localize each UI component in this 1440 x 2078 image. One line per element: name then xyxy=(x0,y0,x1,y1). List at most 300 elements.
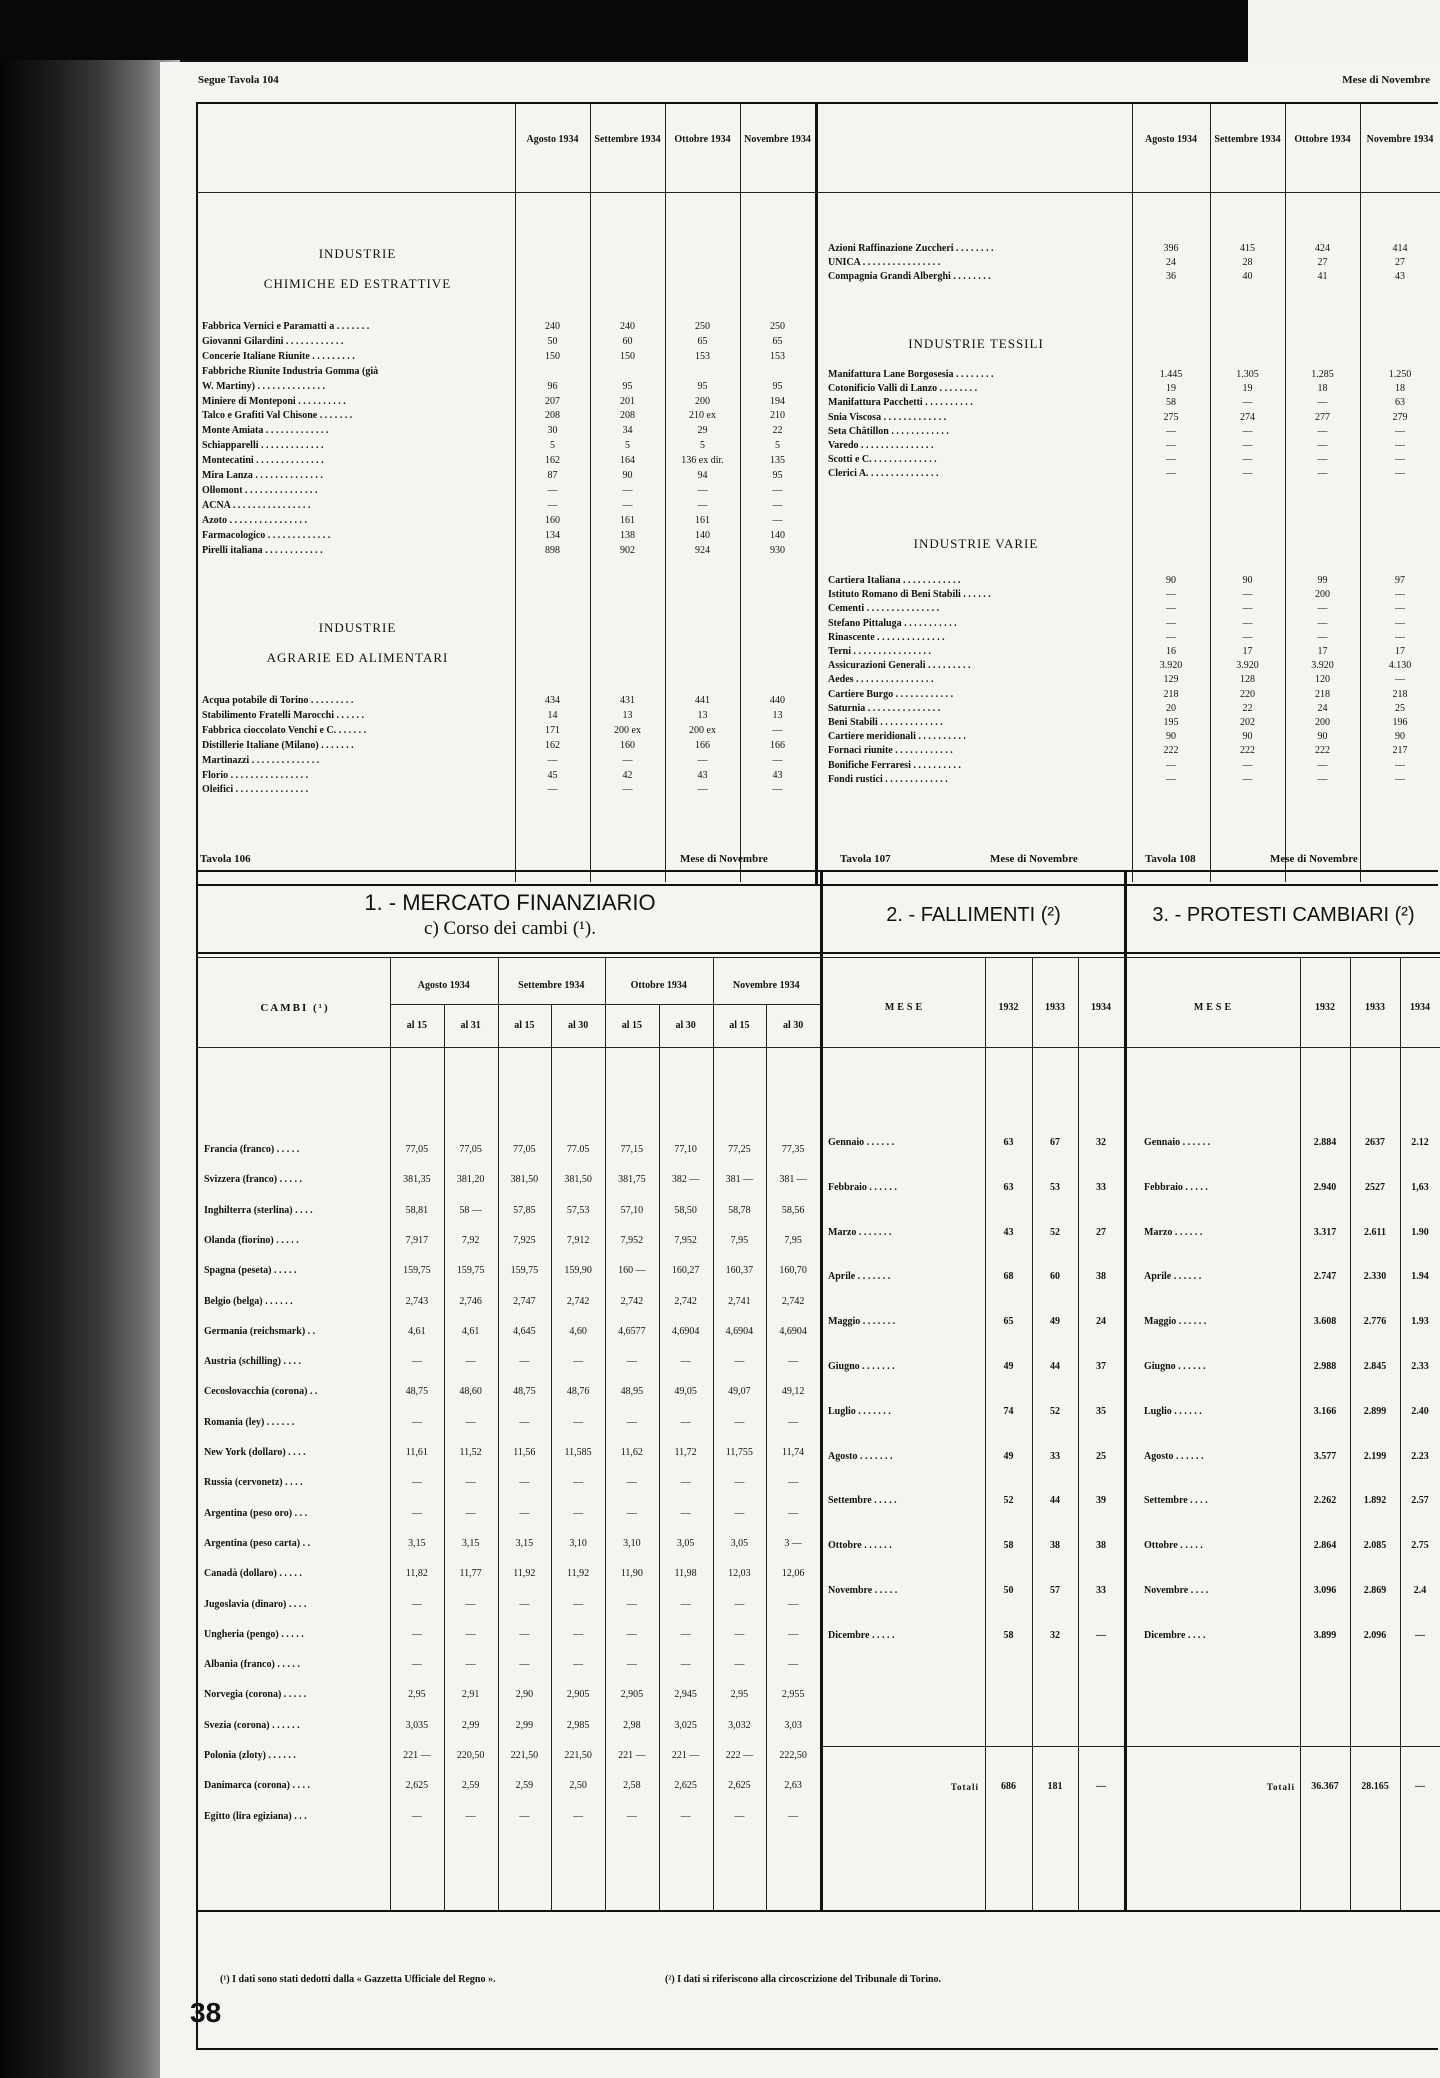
currency-label: Argentina (peso oro) . . . xyxy=(204,1507,308,1519)
currency-label: Germania (reichsmark) . . xyxy=(204,1325,316,1337)
sub-header: al 31 xyxy=(460,1020,481,1031)
row-value: 95 xyxy=(622,380,633,392)
row-value: 222 xyxy=(1315,745,1330,757)
rate-value: 12,06 xyxy=(781,1568,805,1580)
row-label: Aedes . . . . . . . . . . . . . . . . xyxy=(828,674,934,686)
row-value: 138 xyxy=(620,529,635,541)
month-value: 35 xyxy=(1096,1405,1106,1417)
row-value: 415 xyxy=(1240,243,1255,254)
row-value: 196 xyxy=(1392,717,1408,728)
row-value: 277 xyxy=(1315,411,1330,423)
month-value: 33 xyxy=(1050,1450,1060,1462)
row-label: Fondi rustici . . . . . . . . . . . . . xyxy=(828,773,948,785)
row-value: 208 xyxy=(620,410,635,422)
rate-value: 381 — xyxy=(725,1174,754,1186)
row-value: 164 xyxy=(620,455,635,467)
row-value: 218 xyxy=(1392,688,1408,700)
row-value: 129 xyxy=(1163,674,1179,686)
row-label: Distillerie Italiane (Milano) . . . . . . . xyxy=(202,739,354,751)
row-label: Bonifiche Ferraresi . . . . . . . . . . xyxy=(828,759,961,771)
total-value: 181 xyxy=(1047,1781,1063,1792)
month-value: 60 xyxy=(1050,1271,1060,1283)
rate-value: 381,35 xyxy=(403,1174,431,1186)
rate-value: — xyxy=(465,1810,476,1822)
t108-tag: Tavola 108 xyxy=(1145,853,1196,865)
month-value: 58 xyxy=(1003,1540,1014,1552)
row-value: 153 xyxy=(770,350,785,362)
month-value: 2527 xyxy=(1365,1181,1385,1193)
month-value: 52 xyxy=(1050,1226,1060,1238)
rate-value: — xyxy=(680,1810,691,1822)
row-value xyxy=(515,365,590,380)
rate-value: 3,032 xyxy=(728,1719,751,1731)
row-value: 1.285 xyxy=(1311,369,1334,380)
row-value: 41 xyxy=(1317,271,1328,283)
row-label: Miniere di Monteponi . . . . . . . . . . xyxy=(202,395,346,407)
month-value: 2.988 xyxy=(1313,1361,1337,1372)
rate-value: — xyxy=(519,1507,530,1519)
row-value: 1.250 xyxy=(1388,369,1412,380)
row-value: — xyxy=(547,754,558,766)
row-value: 930 xyxy=(770,544,785,556)
row-value: — xyxy=(1242,617,1253,629)
rate-value: 77,05 xyxy=(513,1144,536,1155)
rate-value: 2,742 xyxy=(674,1295,697,1307)
month-value: — xyxy=(1415,1629,1425,1641)
row-value: 30 xyxy=(547,425,558,437)
row-value: 240 xyxy=(620,321,635,332)
row-value: 90 xyxy=(1166,731,1176,743)
rate-value: — xyxy=(680,1416,691,1428)
row-label: Varedo . . . . . . . . . . . . . . . xyxy=(828,440,934,451)
rate-value: 4,61 xyxy=(408,1325,426,1337)
row-value: 45 xyxy=(547,769,558,781)
rate-value: 77,05 xyxy=(459,1144,482,1155)
row-value xyxy=(740,365,815,380)
rate-value: 2,99 xyxy=(515,1719,534,1731)
rate-value: — xyxy=(734,1507,745,1519)
section-subtitle: AGRARIE ED ALIMENTARI xyxy=(266,650,449,665)
row-value: 250 xyxy=(695,321,710,332)
rate-value: 11,62 xyxy=(620,1447,643,1458)
row-value: — xyxy=(1395,631,1405,643)
row-value: 18 xyxy=(1317,383,1328,395)
row-value: — xyxy=(772,499,783,511)
rate-value: — xyxy=(573,1356,584,1368)
rate-value: 7,952 xyxy=(674,1234,697,1246)
row-value: — xyxy=(697,784,708,796)
month-value: 2.776 xyxy=(1363,1316,1387,1328)
row-label: Farmacologico . . . . . . . . . . . . . xyxy=(202,529,331,541)
col-novembre-r: Novembre 1934 xyxy=(1366,134,1434,145)
month-label: Settembre . . . . xyxy=(1144,1495,1208,1507)
rate-value: 2,50 xyxy=(569,1780,587,1792)
row-value: 19 xyxy=(1242,383,1253,395)
scan-corner-paper xyxy=(1248,0,1440,65)
rate-value: — xyxy=(411,1477,422,1489)
rate-value: — xyxy=(465,1598,476,1610)
rate-value: 4,6904 xyxy=(671,1325,700,1337)
t108-col-1934: 1934 xyxy=(1410,1002,1430,1013)
row-value: — xyxy=(547,784,558,796)
rate-value: 3,15 xyxy=(515,1537,534,1549)
rate-value: 77,15 xyxy=(620,1144,644,1155)
row-label: Acqua potabile di Torino . . . . . . . . . xyxy=(202,695,354,706)
month-value: 24 xyxy=(1096,1316,1106,1328)
row-value: — xyxy=(1242,759,1253,771)
row-value xyxy=(665,365,740,380)
rate-value: — xyxy=(788,1416,799,1428)
row-value: — xyxy=(1317,425,1328,437)
rate-value: 77,10 xyxy=(674,1144,697,1155)
row-value: 120 xyxy=(1315,674,1330,686)
t106-tag: Tavola 106 xyxy=(200,853,251,865)
rate-value: — xyxy=(519,1356,530,1368)
rate-value: — xyxy=(788,1356,799,1368)
month-value: 49 xyxy=(1050,1316,1060,1328)
row-label: Scotti e C. . . . . . . . . . . . . . xyxy=(828,454,937,466)
month-label: Maggio . . . . . . . xyxy=(828,1316,896,1328)
row-value: 97 xyxy=(1395,575,1405,586)
row-value: 218 xyxy=(1315,688,1330,700)
col-ottobre: Ottobre 1934 xyxy=(674,134,731,145)
row-value: 150 xyxy=(620,350,635,362)
rate-value: 3,15 xyxy=(461,1537,480,1549)
month-value: 33 xyxy=(1096,1181,1106,1193)
month-value: 44 xyxy=(1050,1361,1060,1372)
total-value: 36.367 xyxy=(1311,1781,1339,1792)
row-value: 40 xyxy=(1242,271,1253,283)
currency-label: Svezia (corona) . . . . . . xyxy=(204,1719,300,1731)
row-value: 5 xyxy=(625,440,630,452)
rate-value: — xyxy=(734,1810,745,1822)
month-value: 38 xyxy=(1050,1540,1060,1552)
t107-col-mese: MESE xyxy=(884,1002,926,1013)
row-value: 135 xyxy=(770,455,785,467)
rate-value: — xyxy=(788,1507,799,1519)
row-value: 13 xyxy=(622,709,633,721)
row-value: 17 xyxy=(1395,646,1405,657)
rate-value: 7,952 xyxy=(620,1234,644,1246)
row-value: 95 xyxy=(772,470,783,481)
row-value: 171 xyxy=(545,724,560,736)
col-novembre: Novembre 1934 xyxy=(744,134,811,145)
col-settembre: Settembre 1934 xyxy=(594,134,661,145)
row-value: 13 xyxy=(697,709,708,721)
row-value: — xyxy=(547,484,558,496)
rate-value: 2,747 xyxy=(513,1295,536,1307)
month-value: 2.12 xyxy=(1411,1137,1429,1148)
row-value: 34 xyxy=(622,425,633,437)
row-value: 22 xyxy=(1242,702,1253,714)
rate-value: — xyxy=(411,1810,422,1822)
row-label: Fabbrica Vernici e Paramatti a . . . . . . . xyxy=(202,321,370,332)
rate-value: — xyxy=(626,1416,637,1428)
row-value: 50 xyxy=(547,335,558,347)
row-value: 240 xyxy=(545,321,560,332)
month-label: Marzo . . . . . . xyxy=(1144,1226,1203,1238)
group-header: Settembre 1934 xyxy=(518,980,585,991)
rate-value: 49,12 xyxy=(781,1386,805,1398)
rate-value: 2,63 xyxy=(784,1780,802,1792)
rate-value: — xyxy=(465,1356,476,1368)
sub-header: al 30 xyxy=(782,1020,804,1031)
rate-value: 381,50 xyxy=(564,1174,592,1186)
col-agosto-r: Agosto 1934 xyxy=(1145,134,1197,145)
row-value: 14 xyxy=(547,709,558,721)
row-label: Azioni Raffinazione Zuccheri . . . . . . . . xyxy=(828,243,994,254)
row-label: Azoto . . . . . . . . . . . . . . . . xyxy=(202,514,307,526)
month-value: 63 xyxy=(1003,1137,1014,1148)
month-value: 49 xyxy=(1003,1361,1014,1372)
rate-value: — xyxy=(411,1507,422,1519)
currency-label: Polonia (zloty) . . . . . . xyxy=(204,1750,296,1761)
rate-value: 7,925 xyxy=(513,1234,536,1246)
rate-value: 57,85 xyxy=(513,1204,536,1216)
month-value: 2.869 xyxy=(1363,1585,1387,1596)
rate-value: 7,912 xyxy=(566,1234,590,1246)
rate-value: — xyxy=(465,1416,476,1428)
row-value: 218 xyxy=(1163,688,1179,700)
t108-col-mese: MESE xyxy=(1193,1002,1235,1013)
t107-col-1932: 1932 xyxy=(998,1002,1019,1013)
row-value: 200 xyxy=(1315,717,1330,728)
row-value: 13 xyxy=(772,709,783,721)
row-value: — xyxy=(1166,617,1176,629)
row-value: — xyxy=(1317,759,1328,771)
currency-label: Belgio (belga) . . . . . . xyxy=(204,1295,293,1307)
month-value: 2.33 xyxy=(1411,1361,1429,1372)
row-value: — xyxy=(1166,468,1176,480)
month-value: 37 xyxy=(1096,1361,1106,1372)
rate-value: 220,50 xyxy=(456,1750,485,1761)
rate-value: 3,10 xyxy=(569,1537,587,1549)
rate-value: — xyxy=(573,1477,584,1489)
month-value: 53 xyxy=(1050,1181,1060,1193)
row-value: 5 xyxy=(700,440,705,452)
section-title: INDUSTRIE xyxy=(318,246,397,261)
month-label: Dicembre . . . . xyxy=(1144,1629,1206,1641)
rate-value: — xyxy=(734,1628,745,1640)
row-value: 898 xyxy=(545,544,560,556)
row-label: Talco e Grafiti Val Chisone . . . . . . . xyxy=(202,410,353,422)
group-header: Ottobre 1934 xyxy=(630,980,687,991)
month-value: 52 xyxy=(1003,1495,1014,1507)
row-value: 24 xyxy=(1166,257,1176,269)
rate-value: — xyxy=(411,1628,422,1640)
rate-value: — xyxy=(626,1598,637,1610)
rate-value: — xyxy=(573,1810,584,1822)
month-value: 3.166 xyxy=(1313,1405,1337,1417)
rate-value: 2,625 xyxy=(405,1780,429,1792)
row-value: 22 xyxy=(772,425,783,437)
rate-value: — xyxy=(411,1659,422,1671)
rate-value: 381,50 xyxy=(510,1174,539,1186)
row-value: — xyxy=(1242,603,1253,615)
row-value: — xyxy=(772,784,783,796)
rate-value: — xyxy=(734,1659,745,1671)
rate-value: — xyxy=(411,1598,422,1610)
rate-value: 2,91 xyxy=(461,1689,480,1701)
rate-value: 221,50 xyxy=(564,1750,592,1761)
row-value: — xyxy=(1395,440,1405,451)
row-value: — xyxy=(1242,454,1253,466)
rate-value: — xyxy=(573,1659,584,1671)
rate-value: 48,60 xyxy=(459,1386,482,1398)
row-value: 94 xyxy=(697,470,708,481)
month-label: Giugno . . . . . . xyxy=(1144,1361,1206,1372)
row-value: 414 xyxy=(1392,243,1408,254)
row-value: 200 xyxy=(695,395,710,407)
month-value: — xyxy=(1096,1629,1106,1641)
rate-value: — xyxy=(573,1507,584,1519)
col-ottobre-r: Ottobre 1934 xyxy=(1294,134,1351,145)
t107-tag: Tavola 107 xyxy=(840,853,891,865)
month-value: 68 xyxy=(1003,1271,1014,1283)
rate-value: — xyxy=(788,1628,799,1640)
row-value: 222 xyxy=(1163,745,1179,757)
month-value: 67 xyxy=(1050,1137,1060,1148)
row-value: 217 xyxy=(1392,745,1408,757)
row-label: Olłomont . . . . . . . . . . . . . . . xyxy=(202,484,318,496)
total-value: — xyxy=(1096,1781,1106,1792)
group-header: Agosto 1934 xyxy=(417,980,470,991)
total-value: 686 xyxy=(1001,1781,1016,1792)
rate-value: 381 — xyxy=(779,1174,807,1186)
month-label: Maggio . . . . . . xyxy=(1144,1316,1207,1328)
footnote-1: (¹) I dati sono stati dedotti dalla « Gazzetta Ufficiale del Regno ». xyxy=(220,1974,496,1985)
month-label: Dicembre . . . . . xyxy=(828,1629,895,1641)
rate-value: 3,15 xyxy=(408,1537,426,1549)
rate-value: 2,98 xyxy=(623,1719,641,1731)
row-value: 166 xyxy=(770,739,785,751)
rate-value: 2,59 xyxy=(461,1780,480,1792)
month-value: 2.884 xyxy=(1313,1137,1337,1148)
rate-value: — xyxy=(626,1628,637,1640)
month-value: 2.199 xyxy=(1363,1450,1387,1462)
rate-value: 3,03 xyxy=(784,1719,802,1731)
row-value: 200 ex xyxy=(614,724,641,736)
row-value: 43 xyxy=(697,769,708,781)
row-label: Oleifici . . . . . . . . . . . . . . . xyxy=(202,784,309,796)
rate-value: 381,75 xyxy=(618,1174,646,1186)
total-value: — xyxy=(1415,1781,1425,1792)
rate-value: 48,95 xyxy=(620,1386,644,1398)
t106-subtitle: c) Corso dei cambi (¹). xyxy=(424,918,596,939)
rate-value: — xyxy=(680,1659,691,1671)
row-value: — xyxy=(622,784,633,796)
section-title: INDUSTRIE VARIE xyxy=(913,536,1039,551)
rate-value: — xyxy=(411,1356,422,1368)
rate-value: 221 — xyxy=(403,1750,431,1761)
rate-value: 57,10 xyxy=(620,1204,644,1216)
row-value: — xyxy=(1395,759,1405,771)
header-right: Mese di Novembre xyxy=(1342,74,1430,86)
rate-value: — xyxy=(519,1477,530,1489)
rate-value: 2,955 xyxy=(781,1689,805,1701)
row-value: — xyxy=(1395,674,1405,686)
row-value: 194 xyxy=(770,395,785,407)
row-value: 200 ex xyxy=(689,724,716,736)
sub-header: al 15 xyxy=(729,1020,750,1031)
row-value: — xyxy=(547,499,558,511)
rate-value: 3,025 xyxy=(674,1719,697,1731)
currency-label: Egitto (lira egiziana) . . . xyxy=(204,1810,307,1822)
row-value: 166 xyxy=(695,739,710,751)
row-label: Fabbrica cioccolato Venchi e C. . . . . . . xyxy=(202,724,367,736)
month-value: 2.747 xyxy=(1313,1271,1337,1283)
row-label: Rinascente . . . . . . . . . . . . . . xyxy=(828,631,945,643)
rate-value: — xyxy=(465,1507,476,1519)
month-value: 27 xyxy=(1096,1226,1106,1238)
rate-value: 58,78 xyxy=(728,1204,751,1216)
rate-value: 48,75 xyxy=(405,1386,429,1398)
currency-label: Austria (schilling) . . . . xyxy=(204,1356,301,1368)
row-label: Manifattura Lane Borgosesia . . . . . . . . xyxy=(828,369,994,380)
rate-value: 3,035 xyxy=(405,1719,429,1731)
t108-col-1933: 1933 xyxy=(1365,1002,1385,1013)
rate-value: — xyxy=(680,1507,691,1519)
rate-value: 2,95 xyxy=(730,1689,749,1701)
rate-value: 11,77 xyxy=(459,1568,482,1580)
row-value: 424 xyxy=(1315,243,1330,254)
rate-value: — xyxy=(680,1628,691,1640)
row-value: 65 xyxy=(772,335,783,347)
t106-month: Mese di Novembre xyxy=(680,853,768,865)
row-value: — xyxy=(697,499,708,511)
row-value: — xyxy=(697,754,708,766)
row-value: 90 xyxy=(1166,575,1176,586)
month-label: Luglio . . . . . . . xyxy=(828,1405,891,1417)
month-label: Febbraio . . . . . xyxy=(1144,1181,1208,1193)
rate-value: 11,585 xyxy=(564,1447,592,1458)
row-value: — xyxy=(1317,773,1328,785)
row-value: 153 xyxy=(695,350,710,362)
t107-col-1934: 1934 xyxy=(1091,1002,1111,1013)
row-value: 161 xyxy=(620,514,635,526)
footnote-2: (²) I dati si riferiscono alla circoscrizione del Tribunale di Torino. xyxy=(665,1974,942,1985)
row-value: — xyxy=(1166,589,1176,601)
month-value: 1,63 xyxy=(1411,1181,1429,1193)
month-value: 25 xyxy=(1096,1450,1106,1462)
currency-label: Norvegia (corona) . . . . . xyxy=(204,1689,307,1701)
rate-value: 2,742 xyxy=(566,1295,590,1307)
row-value: — xyxy=(1395,603,1405,615)
row-label: Cotonificio Valli di Lanzo . . . . . . . . xyxy=(828,383,978,395)
month-value: 38 xyxy=(1096,1271,1106,1283)
month-value: 2.330 xyxy=(1363,1271,1387,1283)
month-label: Agosto . . . . . . . xyxy=(828,1450,893,1462)
row-label: Giovanni Gilardini . . . . . . . . . . . . xyxy=(202,335,344,347)
row-value: — xyxy=(1166,425,1176,437)
row-value: 19 xyxy=(1166,383,1176,395)
month-value: 3.899 xyxy=(1313,1629,1337,1641)
month-label: Agosto . . . . . . xyxy=(1144,1450,1204,1462)
row-label: Mira Lanza . . . . . . . . . . . . . . xyxy=(202,470,323,481)
row-value: — xyxy=(1166,773,1176,785)
row-value: 20 xyxy=(1166,702,1176,714)
rate-value: 381,20 xyxy=(456,1174,485,1186)
sub-header: al 30 xyxy=(567,1020,589,1031)
rate-value: 160,27 xyxy=(671,1265,700,1277)
row-value: 43 xyxy=(772,769,783,781)
sub-header: al 15 xyxy=(514,1020,535,1031)
row-value: 902 xyxy=(620,544,635,556)
month-value: 1.90 xyxy=(1411,1226,1429,1238)
rate-value: — xyxy=(734,1356,745,1368)
month-value: 2.096 xyxy=(1363,1629,1387,1641)
currency-label: Jugoslavia (dinaro) . . . . xyxy=(204,1598,307,1610)
